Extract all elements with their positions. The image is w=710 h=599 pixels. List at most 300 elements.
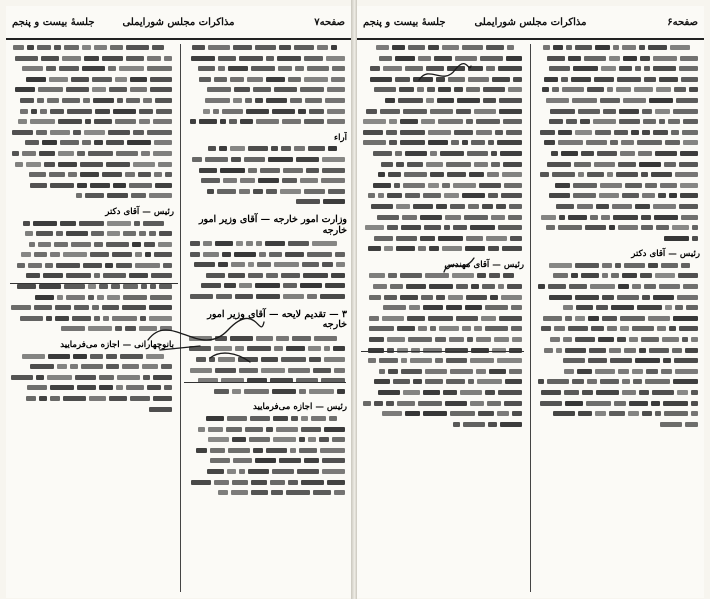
text-glyph	[677, 295, 698, 300]
text-glyph	[255, 458, 276, 463]
text-glyph	[691, 390, 698, 395]
text-glyph	[502, 246, 522, 251]
text-glyph	[392, 45, 405, 50]
text-glyph	[142, 364, 158, 369]
text-glyph	[220, 119, 226, 124]
text-glyph	[635, 358, 660, 363]
text-glyph	[674, 358, 698, 363]
text-glyph	[436, 77, 445, 82]
text-glyph	[503, 273, 514, 278]
text-glyph	[465, 305, 482, 310]
text-glyph	[139, 231, 146, 236]
text-glyph	[448, 295, 463, 300]
text-glyph	[424, 225, 441, 230]
text-glyph	[512, 411, 522, 416]
text-glyph	[685, 422, 698, 427]
column-subheading: بانوچهارانی — اجازه می‌فرمایید	[60, 340, 174, 351]
text-glyph	[575, 295, 599, 300]
text-glyph	[106, 354, 117, 359]
text-glyph	[328, 189, 345, 194]
text-glyph	[681, 263, 690, 268]
text-glyph	[327, 480, 345, 485]
text-glyph	[471, 140, 485, 145]
text-glyph	[272, 469, 294, 474]
text-glyph	[602, 263, 612, 268]
text-glyph	[129, 183, 152, 188]
text-glyph	[26, 77, 46, 82]
text-glyph	[466, 236, 483, 241]
right-page-header	[357, 12, 704, 40]
text-glyph	[661, 369, 672, 374]
text-glyph	[660, 422, 682, 427]
text-glyph	[374, 236, 393, 241]
text-glyph	[319, 437, 329, 442]
text-glyph	[578, 411, 592, 416]
text-glyph	[322, 458, 345, 463]
text-glyph	[49, 77, 68, 82]
text-glyph	[692, 225, 698, 230]
text-glyph	[388, 172, 401, 177]
text-glyph	[196, 357, 206, 362]
text-glyph	[307, 252, 332, 257]
text-glyph	[261, 368, 285, 373]
text-glyph	[413, 379, 422, 384]
text-glyph	[327, 109, 345, 114]
text-glyph	[207, 469, 224, 474]
text-glyph	[663, 358, 671, 363]
text-glyph	[64, 284, 85, 289]
text-glyph	[20, 316, 43, 321]
text-glyph	[611, 273, 619, 278]
text-glyph	[159, 284, 172, 289]
text-glyph	[274, 87, 297, 92]
text-glyph	[213, 109, 219, 114]
text-glyph	[39, 151, 55, 156]
text-glyph	[644, 77, 656, 82]
text-glyph	[635, 66, 641, 71]
text-glyph	[561, 77, 568, 82]
text-glyph	[278, 66, 292, 71]
text-glyph	[641, 337, 659, 342]
text-glyph	[306, 168, 319, 173]
text-glyph	[224, 283, 236, 288]
text-glyph	[588, 316, 599, 321]
text-glyph	[549, 295, 572, 300]
text-glyph	[445, 401, 467, 406]
text-glyph	[452, 273, 474, 278]
text-glyph	[568, 326, 588, 331]
text-glyph	[425, 369, 447, 374]
text-glyph	[607, 326, 617, 331]
text-glyph	[396, 162, 404, 167]
text-glyph	[449, 337, 464, 342]
text-glyph	[63, 396, 86, 401]
text-glyph	[218, 262, 228, 267]
text-glyph	[668, 119, 680, 124]
text-glyph	[564, 369, 574, 374]
text-glyph	[113, 109, 136, 114]
text-glyph	[108, 130, 130, 135]
text-glyph	[336, 262, 345, 267]
text-glyph	[256, 294, 280, 299]
text-glyph	[450, 369, 473, 374]
text-glyph	[485, 390, 495, 395]
text-glyph	[369, 273, 385, 278]
text-glyph	[108, 66, 116, 71]
text-glyph	[159, 231, 172, 236]
text-glyph	[573, 183, 597, 188]
text-glyph	[25, 140, 39, 145]
text-glyph	[467, 151, 488, 156]
text-glyph	[450, 204, 465, 209]
text-glyph	[125, 172, 135, 177]
text-glyph	[405, 151, 427, 156]
text-glyph	[494, 337, 509, 342]
text-glyph	[510, 236, 522, 241]
text-glyph	[661, 263, 678, 268]
text-glyph	[501, 193, 522, 198]
text-glyph	[477, 379, 502, 384]
right-page-session: جلسهٔ بیست و پنجم	[363, 17, 446, 28]
text-glyph	[379, 369, 385, 374]
text-glyph	[568, 56, 581, 61]
text-glyph	[663, 401, 688, 406]
text-glyph	[488, 193, 498, 198]
text-glyph	[446, 358, 467, 363]
text-glyph	[497, 140, 522, 145]
text-glyph	[498, 66, 522, 71]
text-glyph	[117, 98, 123, 103]
text-glyph	[322, 469, 345, 474]
text-glyph	[487, 401, 501, 406]
text-glyph	[485, 305, 508, 310]
text-glyph	[295, 66, 304, 71]
text-glyph	[165, 172, 172, 177]
text-block	[10, 353, 174, 417]
text-glyph	[55, 305, 71, 310]
text-glyph	[601, 66, 616, 71]
text-glyph	[234, 87, 250, 92]
text-glyph	[215, 241, 233, 246]
text-glyph	[94, 316, 100, 321]
text-glyph	[453, 422, 460, 427]
text-glyph	[479, 183, 501, 188]
text-glyph	[395, 77, 410, 82]
text-glyph	[302, 262, 319, 267]
text-glyph	[17, 284, 36, 289]
text-glyph	[612, 204, 632, 209]
text-glyph	[62, 98, 80, 103]
text-glyph	[43, 273, 63, 278]
text-glyph	[623, 56, 637, 61]
text-glyph	[90, 183, 110, 188]
text-glyph	[235, 346, 244, 351]
text-glyph	[595, 45, 610, 50]
text-glyph	[468, 66, 483, 71]
text-glyph	[645, 183, 657, 188]
text-glyph	[500, 422, 522, 427]
text-glyph	[115, 77, 127, 82]
text-glyph	[609, 348, 621, 353]
text-glyph	[651, 172, 672, 177]
text-glyph	[245, 98, 252, 103]
text-glyph	[129, 273, 148, 278]
text-glyph	[561, 151, 578, 156]
text-glyph	[387, 337, 405, 342]
text-glyph	[671, 130, 679, 135]
text-glyph	[595, 130, 611, 135]
text-glyph	[320, 294, 345, 299]
text-glyph	[505, 379, 522, 384]
text-glyph	[34, 252, 47, 257]
text-glyph	[55, 316, 69, 321]
text-glyph	[134, 221, 140, 226]
text-glyph	[274, 262, 299, 267]
text-glyph	[84, 56, 99, 61]
text-glyph	[122, 305, 146, 310]
text-glyph	[38, 87, 63, 92]
text-glyph	[99, 284, 108, 289]
text-glyph	[669, 326, 676, 331]
text-glyph	[638, 151, 652, 156]
text-glyph	[369, 295, 381, 300]
text-glyph	[370, 66, 380, 71]
text-glyph	[132, 242, 141, 247]
text-glyph	[618, 162, 636, 167]
column-subheading: رئیس — اجازه می‌فرمایید	[253, 402, 347, 413]
text-glyph	[420, 215, 442, 220]
text-glyph	[244, 389, 269, 394]
text-glyph	[408, 45, 425, 50]
text-glyph	[149, 193, 172, 198]
text-glyph	[272, 389, 296, 394]
text-glyph	[417, 87, 424, 92]
text-glyph	[131, 193, 146, 198]
text-glyph	[389, 140, 397, 145]
text-glyph	[337, 389, 345, 394]
text-glyph	[454, 87, 463, 92]
text-glyph	[82, 66, 105, 71]
text-glyph	[325, 98, 345, 103]
text-glyph	[396, 236, 417, 241]
text-glyph	[540, 401, 562, 406]
text-block	[361, 44, 524, 256]
text-glyph	[681, 215, 698, 220]
text-glyph	[130, 87, 147, 92]
text-glyph	[77, 385, 96, 390]
text-glyph	[651, 401, 660, 406]
text-glyph	[376, 45, 389, 50]
text-glyph	[444, 225, 450, 230]
text-glyph	[17, 263, 25, 268]
text-glyph	[596, 305, 608, 310]
text-glyph	[154, 172, 162, 177]
text-glyph	[99, 375, 114, 380]
text-glyph	[363, 119, 386, 124]
text-glyph	[642, 193, 655, 198]
text-glyph	[15, 162, 23, 167]
text-glyph	[29, 242, 35, 247]
text-glyph	[669, 193, 677, 198]
text-glyph	[486, 236, 507, 241]
text-glyph	[67, 109, 92, 114]
text-block	[187, 240, 347, 304]
text-glyph	[97, 295, 104, 300]
text-glyph	[160, 326, 172, 331]
text-glyph	[240, 178, 255, 183]
text-glyph	[498, 225, 522, 230]
text-glyph	[466, 119, 473, 124]
text-glyph	[304, 77, 328, 82]
column-subheading: رئیس — آقای دکتر	[631, 249, 700, 260]
text-glyph	[465, 246, 485, 251]
text-glyph	[609, 56, 620, 61]
text-glyph	[80, 172, 99, 177]
text-glyph	[288, 368, 310, 373]
text-glyph	[618, 369, 629, 374]
text-glyph	[12, 151, 19, 156]
text-glyph	[47, 375, 72, 380]
text-glyph	[607, 172, 613, 177]
text-glyph	[596, 390, 619, 395]
text-glyph	[491, 151, 497, 156]
text-glyph	[256, 336, 273, 341]
text-glyph	[675, 172, 698, 177]
text-glyph	[455, 56, 477, 61]
text-glyph	[394, 183, 400, 188]
text-glyph	[314, 336, 337, 341]
text-glyph	[266, 189, 277, 194]
text-glyph	[20, 98, 34, 103]
text-glyph	[628, 411, 639, 416]
text-glyph	[38, 242, 51, 247]
text-glyph	[642, 109, 652, 114]
text-glyph	[282, 178, 297, 183]
text-glyph	[73, 354, 87, 359]
text-glyph	[36, 375, 44, 380]
text-glyph	[58, 162, 77, 167]
text-glyph	[294, 45, 314, 50]
text-glyph	[48, 354, 70, 359]
text-glyph	[672, 225, 689, 230]
text-glyph	[624, 263, 645, 268]
text-glyph	[105, 263, 113, 268]
column-subheading: رئیس — آقای دکتر	[105, 206, 174, 217]
text-glyph	[565, 401, 583, 406]
text-glyph	[655, 411, 661, 416]
text-glyph	[485, 326, 508, 331]
text-glyph	[322, 168, 345, 173]
text-glyph	[123, 295, 147, 300]
text-glyph	[300, 283, 322, 288]
text-glyph	[138, 172, 151, 177]
text-glyph	[489, 273, 500, 278]
text-glyph	[266, 56, 274, 61]
text-glyph	[106, 140, 124, 145]
right-inner-column	[361, 44, 524, 590]
text-glyph	[164, 56, 172, 61]
text-glyph	[513, 77, 522, 82]
text-glyph	[619, 119, 640, 124]
text-glyph	[547, 162, 571, 167]
text-glyph	[586, 140, 607, 145]
text-glyph	[680, 183, 698, 188]
text-glyph	[25, 231, 33, 236]
text-glyph	[482, 204, 493, 209]
text-glyph	[291, 416, 298, 421]
text-glyph	[307, 66, 329, 71]
text-glyph	[201, 283, 221, 288]
text-glyph	[453, 225, 467, 230]
text-glyph	[198, 427, 205, 432]
text-glyph	[672, 348, 682, 353]
text-glyph	[266, 427, 273, 432]
text-glyph	[460, 390, 482, 395]
text-glyph	[66, 273, 91, 278]
left-page-number: صفحه۷	[314, 17, 345, 28]
text-glyph	[313, 368, 331, 373]
text-glyph	[94, 119, 112, 124]
text-glyph	[18, 119, 27, 124]
text-glyph	[602, 273, 608, 278]
text-glyph	[207, 87, 231, 92]
text-glyph	[576, 305, 593, 310]
text-glyph	[607, 87, 613, 92]
text-glyph	[158, 162, 172, 167]
text-glyph	[507, 45, 514, 50]
text-glyph	[239, 56, 263, 61]
text-glyph	[30, 364, 54, 369]
text-glyph	[551, 151, 558, 156]
text-glyph	[610, 358, 632, 363]
text-glyph	[208, 437, 229, 442]
text-glyph	[304, 189, 325, 194]
text-glyph	[631, 130, 639, 135]
text-glyph	[402, 215, 417, 220]
text-glyph	[488, 140, 494, 145]
text-glyph	[140, 316, 146, 321]
text-glyph	[381, 162, 393, 167]
text-glyph	[397, 326, 415, 331]
text-glyph	[423, 390, 440, 395]
text-glyph	[40, 109, 47, 114]
text-glyph	[253, 448, 263, 453]
text-glyph	[273, 416, 288, 421]
text-glyph	[368, 246, 381, 251]
text-glyph	[161, 364, 172, 369]
text-glyph	[88, 151, 113, 156]
text-glyph	[112, 316, 137, 321]
text-glyph	[508, 87, 522, 92]
text-glyph	[109, 396, 127, 401]
text-glyph	[428, 316, 453, 321]
text-glyph	[436, 295, 445, 300]
text-glyph	[253, 189, 263, 194]
column-subheading: وزارت امور خارجه — آقای وزیر امور خارجه	[198, 213, 347, 236]
text-glyph	[613, 45, 619, 50]
text-glyph	[152, 45, 164, 50]
text-glyph	[153, 151, 172, 156]
text-glyph	[613, 215, 638, 220]
text-glyph	[273, 437, 296, 442]
text-glyph	[331, 45, 337, 50]
text-glyph	[396, 246, 415, 251]
text-glyph	[285, 252, 304, 257]
text-glyph	[602, 295, 614, 300]
text-glyph	[480, 56, 503, 61]
left-page	[6, 6, 351, 598]
text-glyph	[90, 354, 103, 359]
